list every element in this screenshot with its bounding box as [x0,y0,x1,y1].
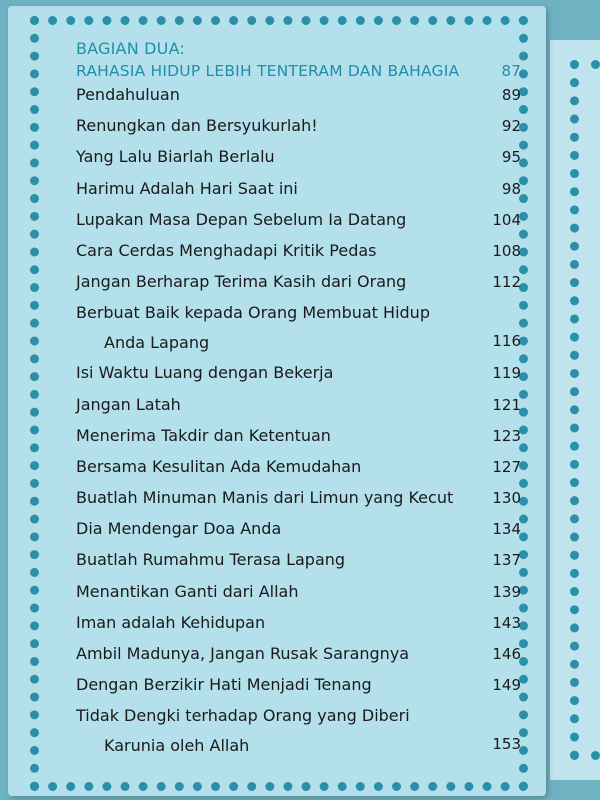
toc-entry-page-number: 153 [492,735,521,754]
toc-entry-page-number: 143 [492,613,521,632]
table-of-contents [76,38,521,765]
part-label: BAGIAN DUA: [76,39,186,58]
toc-entry-title [76,425,475,447]
toc-entry-title-text: Berbuat Baik kepada Orang Membuat Hidup [76,303,430,323]
toc-entry-title-text: Isi Waktu Luang dengan Bekerja [76,363,334,383]
toc-entry [76,549,521,580]
toc-entry-title [76,456,475,478]
toc-entry-title-text: Yang Lalu Biarlah Berlalu [76,147,275,167]
adjacent-page-border [570,60,600,760]
toc-entry-title [76,612,475,634]
toc-entry-page-number: 134 [492,520,521,539]
toc-entry-title-text: Menerima Takdir dan Ketentuan [76,425,331,445]
toc-entry-title-text: Iman adalah Kehidupan [76,612,266,632]
toc-entry-title-continuation: Karunia oleh Allah [104,736,250,756]
toc-entry-title-text: Cara Cerdas Menghadapi Kritik Pedas [76,240,377,260]
toc-entry-title [76,643,475,665]
toc-entry-title-text: Jangan Latah [76,394,181,414]
toc-entry-page-number: 121 [492,395,521,414]
toc-entry [76,178,521,209]
toc-entry-title [76,302,475,354]
toc-entry [76,209,521,240]
part-page-number: 87 [501,62,521,80]
toc-entry-title [76,487,475,509]
toc-entry [76,581,521,612]
part-title: RAHASIA HIDUP LEBIH TENTERAM DAN BAHAGIA [76,62,460,80]
toc-entry-title-text: Renungkan dan Bersyukurlah! [76,116,318,136]
toc-entry-title-text: Menantikan Ganti dari Allah [76,581,299,601]
toc-entry-page-number: 116 [492,332,521,351]
toc-entry-title-text: Lupakan Masa Depan Sebelum Ia Datang [76,209,407,229]
toc-entry [76,240,521,271]
toc-entry-page-number: 139 [492,582,521,601]
toc-entry-title [76,84,475,106]
toc-entry-title [76,178,475,200]
toc-entry-title-text: Buatlah Rumahmu Terasa Lapang [76,550,346,570]
toc-entry [76,84,521,115]
toc-entry [76,705,521,765]
toc-entry [76,271,521,302]
toc-entry-title [76,518,475,540]
toc-entry-page-number: 108 [492,241,521,260]
toc-entry-title-text: Tidak Dengki terhadap Orang yang Diberi [76,706,410,726]
toc-entry-title-text: Dengan Berzikir Hati Menjadi Tenang [76,675,372,695]
toc-entry-title [76,362,475,384]
toc-entry-title-text: Ambil Madunya, Jangan Rusak Sarangnya [76,644,410,663]
toc-entry [76,394,521,425]
toc-entry-page-number: 127 [492,457,521,476]
toc-entry-page-number: 104 [492,210,521,229]
toc-entry-page-number: 119 [492,364,521,383]
part-title-row [76,60,521,82]
toc-entry-page-number: 146 [492,645,521,663]
toc-entry-page-number: 95 [501,148,521,167]
toc-entry [76,612,521,643]
toc-entry [76,115,521,146]
toc-entry-title-text: Dia Mendengar Doa Anda [76,519,282,539]
toc-list [76,84,521,765]
toc-entry [76,518,521,549]
toc-entry [76,456,521,487]
toc-entry-title [76,209,475,231]
toc-entry [76,487,521,518]
toc-entry-title-text: Bersama Kesulitan Ada Kemudahan [76,456,362,476]
toc-entry-title [76,394,475,416]
toc-entry [76,425,521,456]
toc-entry-page-number: 89 [501,86,521,104]
toc-entry-title-text: Pendahuluan [76,85,180,104]
toc-entry-title [76,674,475,696]
toc-entry-title [76,146,475,168]
toc-entry-title [76,581,475,603]
toc-entry-page-number: 112 [492,273,521,292]
toc-entry [76,674,521,705]
toc-entry-title [76,240,475,262]
toc-entry-page-number: 149 [492,676,521,695]
toc-entry-title-text: Buatlah Minuman Manis dari Limun yang Kecut [76,488,454,508]
toc-entry [76,362,521,393]
toc-entry-page-number: 137 [492,551,521,570]
toc-entry-page-number: 98 [501,179,521,198]
toc-entry-page-number: 92 [501,117,521,136]
toc-entry [76,643,521,674]
toc-entry [76,146,521,177]
toc-entry-title-text: Harimu Adalah Hari Saat ini [76,178,298,198]
toc-entry-title-text: Jangan Berharap Terima Kasih dari Orang [76,272,407,292]
toc-entry-title [76,115,475,137]
toc-entry-page-number: 130 [492,489,521,508]
toc-entry [76,302,521,362]
toc-entry-title-continuation: Anda Lapang [104,333,210,353]
toc-entry-title [76,705,475,757]
toc-entry-page-number: 123 [492,426,521,445]
toc-entry-title [76,549,475,571]
toc-entry-title [76,271,475,293]
